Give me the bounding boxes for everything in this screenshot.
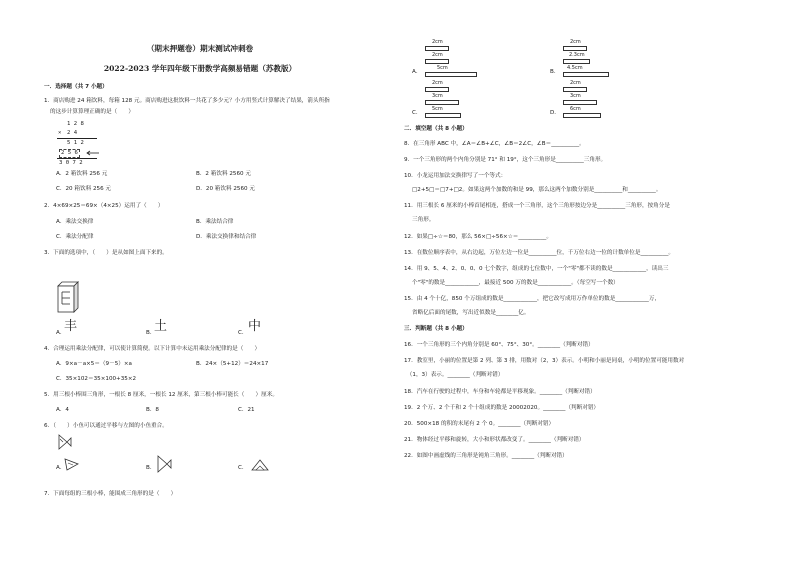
q3-glyph-a: 丰 [64,319,78,334]
stick-c2 [425,100,459,105]
question-10: 10．小龙运用加法交换律写了一个等式： [404,173,507,179]
q2-option-d[interactable]: D．乘法交换律和结合律 [196,234,257,240]
question-9: 9．一个三角形的两个内角分别是 71° 和 19°，这个三角形是__________三角形。 [404,157,607,163]
question-8: 8．在三角形 ABC 中，∠A＝∠B+∠C，∠B＝2∠C，∠B＝__________。 [404,141,585,147]
block-figure-icon [56,280,82,314]
section-choice-heading: 一．选择题（共 7 小题） [44,84,108,90]
page-title: （期末押题卷）期末测试冲刺卷 [146,44,254,53]
q7-option-b[interactable]: B． [550,69,560,75]
page-subtitle: 2022-2023 学年四年级下册数学高频易错题（苏教版） [103,64,297,73]
q1-option-c[interactable]: C．20 箱饮料 256 元 [56,186,112,192]
bar-a1-label: 2cm [432,39,443,45]
stick-c1 [425,87,449,92]
stick-a3 [425,72,477,77]
q2-option-a[interactable]: A．乘法交换律 [56,219,94,225]
stick-d3 [563,113,601,118]
pointer-arrow-icon [86,150,100,156]
question-3: 3．下面的选项中，（ ）是从如图上面下来的。 [44,250,168,256]
q1-option-a[interactable]: A．2 箱饮料 256 元 [56,171,108,177]
question-15-cont: 省略亿后面的尾数，写出近似数是________亿。 [412,310,530,316]
question-13: 13．在数位顺序表中，从右边起，万位左边一位是__________位，千万位右边一位的计数单位是__________。 [404,250,675,256]
calc-rule-1 [57,138,97,139]
bar-a2-label: 2cm [432,52,443,58]
question-2: 2．4×69×25＝69×（4×25）运用了（ ） [44,203,164,209]
section-fill-heading: 二．填空题（共 8 小题） [404,126,468,132]
calc-line-4: 2 5 6 [61,150,78,156]
q3-option-b[interactable]: B． [146,330,156,336]
stick-b1 [563,46,587,51]
q3-option-c[interactable]: C． [238,330,248,336]
question-17: 17．教室里，小丽的位置是第 2 列、第 3 排，用数对（2，3）表示。小明和小丽是同桌，小明的位置可能用数对 [404,358,685,364]
q7-option-d[interactable]: D． [550,110,560,116]
question-7: 7．下面每组的三根小棒，能围成三角形的是（ ） [44,491,177,497]
question-11: 11．用三根长 6 厘米的小棒首尾相连，搭成一个三角形，这个三角形按边分是__________三角形，按角分是 [404,203,670,209]
bar-d3-label: 6cm [570,106,581,112]
calc-rule-2 [57,158,97,159]
q5-option-c[interactable]: C．21 [238,407,255,413]
question-22: 22．如图中画虚线的三角形是钝角三角形。________（判断对错） [404,453,568,459]
fish-reference-icon [58,434,72,450]
stick-c3 [425,113,461,118]
question-1: 1．商店购进 24 箱饮料，每箱 128 元。商店购进这批饮料一共花了多少元？小方用竖式计算解决了结果，箭头所指 [44,98,330,104]
stick-a2 [425,59,449,64]
question-17-cont: （1，3）表示。________（判断对错） [404,372,504,378]
bar-d2-label: 3cm [570,93,581,99]
question-12: 12．如果□÷☆＝80，那么 56×□÷56×☆＝__________。 [404,234,552,240]
bar-d1-label: 2cm [570,80,581,86]
q6-option-b[interactable]: B． [146,465,156,471]
fish-option-b-icon [156,455,172,473]
calc-line-1: 1 2 8 [67,121,84,127]
question-21: 21．物体经过平移和旋转，大小和形状都改变了。________（判断对错） [404,437,585,443]
calc-line-2: × 2 4 [58,130,78,136]
stick-b3 [563,72,609,77]
bar-c1-label: 2cm [432,80,443,86]
q4-option-c[interactable]: C．35×102＝35×100+35×2 [56,376,137,382]
section-judge-heading: 三．判断题（共 8 小题） [404,326,468,332]
question-10-cont: □2+5□＝□7+□2。如果这两个加数的和是 99，那么这两个加数分别是__________和__________。 [412,187,662,193]
stick-b2 [563,59,590,64]
question-11-cont: 三角形。 [412,217,435,223]
q6-option-a[interactable]: A． [56,465,66,471]
q7-option-c[interactable]: C． [412,110,422,116]
question-5: 5．用三根小棒围三角形，一根长 8 厘米，一根长 12 厘米，第三根小棒可能长（ ）厘米。 [44,392,278,398]
question-6: 6．（ ）小鱼可以通过平移与左图的小鱼重合。 [44,423,168,429]
q4-option-a[interactable]: A．9×a－a×5＝（9－5）×a [56,361,132,367]
q3-glyph-b: 土 [154,319,168,334]
bar-b3-label: 4.5cm [567,65,583,71]
q5-option-a[interactable]: A．4 [56,407,69,413]
fish-option-a-icon [64,456,80,472]
bar-c2-label: 3cm [432,93,443,99]
q2-option-c[interactable]: C．乘法分配律 [56,234,94,240]
question-15: 15．由 4 个十亿，850 个万组成的数是____________，把它改写成用万作单位的数是____________万， [404,296,661,302]
bar-b1-label: 2cm [570,39,581,45]
q5-option-b[interactable]: B．8 [146,407,159,413]
calc-line-3: 5 1 2 [67,140,84,146]
question-14: 14．用 9、5、4、2、0、0、0 七个数字，组成的七位数中，一个"零"都不读的数是____________，读出三 [404,266,669,272]
question-20: 20．500×18 的积的末尾有 2 个 0。________（判断对错） [404,421,555,427]
question-1-cont: 的这步计算算理正确的是（ ） [50,109,134,115]
q7-option-a[interactable]: A． [412,69,422,75]
q2-option-b[interactable]: B．乘法结合律 [196,219,234,225]
stick-d1 [563,87,587,92]
question-19: 19．2 个万、2 个千和 2 个十组成的数是 20002020。________（判断对错） [404,405,600,411]
q3-option-a[interactable]: A． [56,330,66,336]
bar-c3-label: 5cm [432,106,443,112]
q1-option-b[interactable]: B．2 箱饮料 2560 元 [196,171,251,177]
bar-a3-label: 5cm [437,65,448,71]
q3-glyph-c: 中 [248,319,262,334]
stick-a1 [425,46,449,51]
q1-option-d[interactable]: D．20 箱饮料 2560 元 [196,186,255,192]
q6-option-c[interactable]: C． [238,465,248,471]
question-4: 4．合理运用乘法分配律，可以使计算简便。以下计算中未运用乘法分配律的是（ ） [44,346,261,352]
fish-option-c-icon [250,458,270,472]
question-18: 18．汽车在行驶的过程中，车身和车轮都是平移现象。________（判断对错） [404,389,596,395]
stick-d2 [563,100,597,105]
question-14-cont: 个"零"的数是____________，最接近 500 万的数是____________。（每空写一个数） [412,280,619,286]
calc-line-5: 3 0 7 2 [59,160,83,166]
q4-option-b[interactable]: B．24×（5+12）＝24×17 [196,361,269,367]
bar-b2-label: 2.3cm [569,52,585,58]
question-16: 16．一个三角形的三个内角分别是 60°、75°、30°。________（判断对错） [404,342,594,348]
